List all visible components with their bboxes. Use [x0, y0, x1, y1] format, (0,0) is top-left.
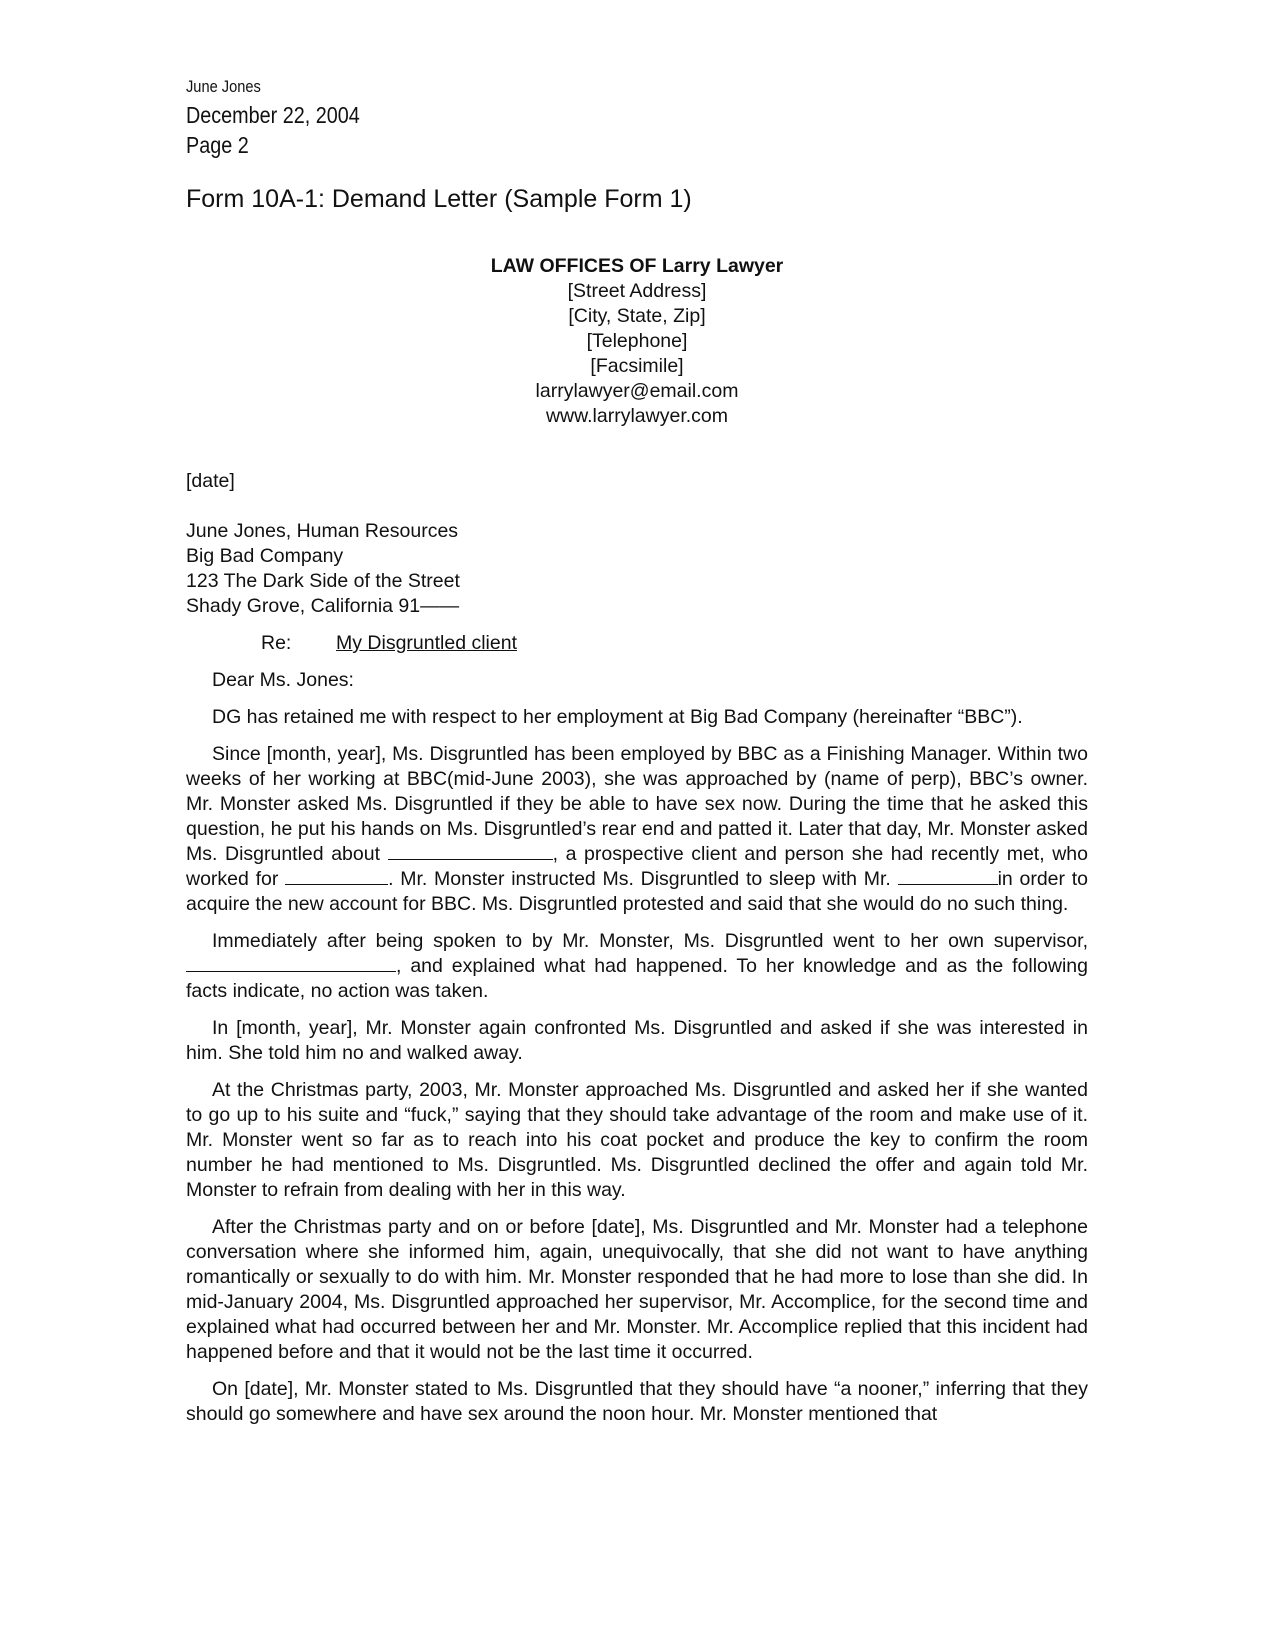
header-name: June Jones — [186, 77, 261, 96]
recipient-line-3: 123 The Dark Side of the Street — [186, 570, 460, 592]
paragraph-3-text-b: , and explained what had happened. To her knowledge and as the following facts indicate, no action was taken. — [186, 955, 1088, 1002]
paragraph-1: DG has retained me with respect to her employment at Big Bad Company (hereinafter “BBC”). — [212, 706, 1023, 728]
email-address: larrylawyer@email.com — [535, 380, 739, 402]
paragraph-2-text-a: Since [month, year], Ms. Disgruntled has been employed by BBC as a Finishing Manager. Within two weeks of her working at BBC(mid-June 2003), she was approached by (name of perp), BBC’s owner. Mr. Monster asked Ms. Disgruntled if they be able to have sex now. During the time that he asked this question, he put his hands on Ms. Disgruntled’s rear end and patted it. Later that day, Mr. Monster asked Ms. Disgruntled about — [186, 743, 1088, 865]
paragraph-6: After the Christmas party and on or before [date], Ms. Disgruntled and Mr. Monster had a telephone conversation where she informed him, again, unequivocally, that she did not want to have anything romantically or sexually to do with him. Mr. Monster responded that he had more to lose than she did. In mid-January 2004, Ms. Disgruntled approached her supervisor, Mr. Accomplice, for the second time and explained what had occurred between her and Mr. Monster. Mr. Accomplice replied that this incident had happened before and that it would not be the last time it occurred. — [186, 1216, 1088, 1363]
paragraph-2 — [186, 742, 1088, 917]
letter-page — [186, 74, 1088, 1427]
paragraph-5: At the Christmas party, 2003, Mr. Monster approached Ms. Disgruntled and asked her if she wanted to go up to his suite and “fuck,” saying that they should take advantage of the room and make use of it. Mr. Monster went so far as to reach into his coat pocket and produce the key to confirm the room number he had mentioned to Ms. Disgruntled. Ms. Disgruntled declined the offer and again told Mr. Monster to refrain from dealing with her in this way. — [186, 1079, 1088, 1201]
recipient-line-2: Big Bad Company — [186, 545, 344, 567]
paragraph-4: In [month, year], Mr. Monster again confronted Ms. Disgruntled and asked if she was interested in him. She told him no and walked away. — [186, 1017, 1088, 1064]
firm-name: LAW OFFICES OF Larry Lawyer — [490, 255, 784, 277]
paragraph-2-text-d: in order to acquire the new account for BBC. Ms. Disgruntled protested and said that she would do no such thing. — [186, 868, 1089, 915]
recipient-address — [186, 519, 1088, 619]
blank-line — [285, 867, 388, 885]
re-line — [186, 631, 1088, 656]
blank-line — [388, 842, 553, 860]
header-date: December 22, 2004 — [186, 102, 360, 128]
street-address: [Street Address] — [567, 280, 707, 302]
paragraph-3 — [186, 929, 1088, 1004]
header-page-number: Page 2 — [186, 132, 249, 158]
form-title: Form 10A-1: Demand Letter (Sample Form 1) — [186, 185, 692, 213]
website: www.larrylawyer.com — [545, 405, 729, 427]
paragraph-3-text-a: Immediately after being spoken to by Mr. Monster, Ms. Disgruntled went to her own supervisor, — [212, 930, 1088, 952]
paragraph-7: On [date], Mr. Monster stated to Ms. Disgruntled that they should have “a nooner,” inferring that they should go somewhere and have sex around the noon hour. Mr. Monster mentioned that — [186, 1378, 1088, 1425]
re-subject: My Disgruntled client — [336, 632, 517, 654]
paragraph-2-text-b: , a prospective client and person she had recently met, who worked for — [186, 843, 1088, 890]
facsimile: [Facsimile] — [590, 355, 684, 377]
blank-line — [898, 867, 998, 885]
recipient-line-4: Shady Grove, California 91—— — [186, 595, 460, 617]
paragraph-2-text-c: . Mr. Monster instructed Ms. Disgruntled to sleep with Mr. — [388, 868, 898, 890]
telephone: [Telephone] — [586, 330, 688, 352]
salutation: Dear Ms. Jones: — [212, 669, 354, 691]
recipient-line-1: June Jones, Human Resources — [186, 520, 459, 542]
re-label: Re: — [261, 632, 292, 654]
blank-line — [186, 954, 396, 972]
city-state-zip: [City, State, Zip] — [568, 305, 706, 327]
letterhead — [186, 254, 1088, 429]
letter-date: [date] — [186, 470, 235, 492]
